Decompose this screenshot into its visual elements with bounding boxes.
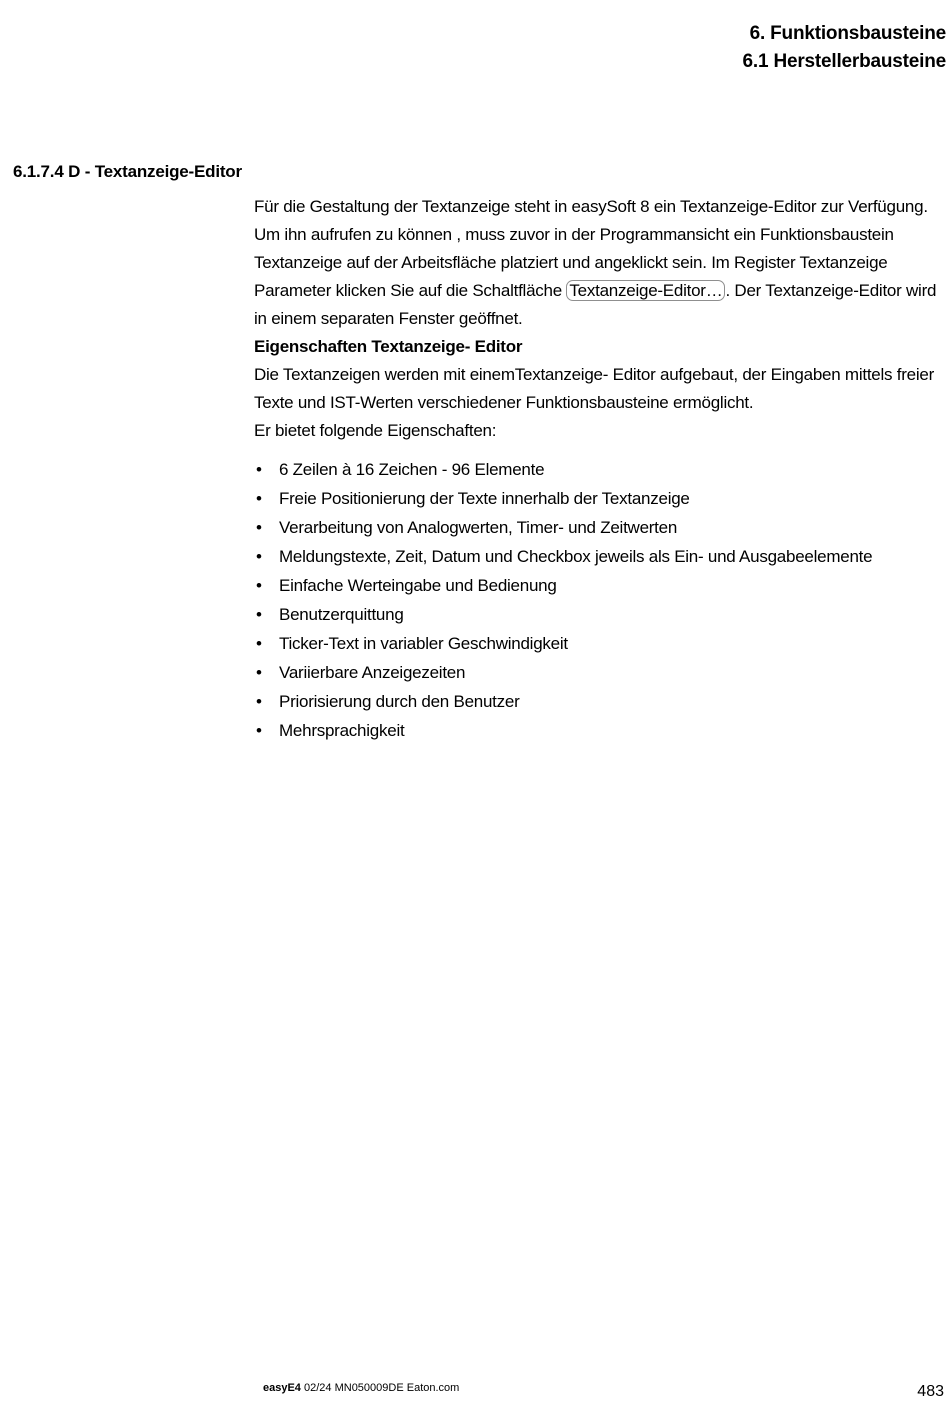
intro-text-after: . Der Textanzeige-Editor wird in einem separaten Fenster geöffnet. (254, 281, 937, 328)
list-item: • Mehrsprachigkeit (254, 716, 942, 745)
bullet-icon: • (256, 518, 262, 537)
page-number: 483 (917, 1383, 944, 1400)
bullet-icon: • (256, 605, 262, 624)
intro-text-before: Für die Gestaltung der Textanzeige steht in easySoft 8 ein Textanzeige-Editor zur Verfügung. Um ihn aufrufen zu können , muss zuvor in der Programmansicht ein Funktionsbaustein Textanzeige auf der Arbeitsfläche platziert und angeklickt sein. Im Register Textanzeige Parameter klicken Sie auf die Schaltfläche (254, 197, 928, 300)
list-item: • Einfache Werteingabe und Bedienung (254, 571, 942, 600)
list-item: • Priorisierung durch den Benutzer (254, 687, 942, 716)
bullet-icon: • (256, 692, 262, 711)
list-item: • 6 Zeilen à 16 Zeichen - 96 Elemente (254, 455, 942, 484)
properties-lead: Er bietet folgende Eigenschaften: (254, 421, 497, 440)
bullet-icon: • (256, 634, 262, 653)
footer-info: 02/24 MN050009DE Eaton.com (304, 1382, 460, 1394)
section-title: 6.1 Herstellerbausteine (742, 51, 946, 72)
bullet-icon: • (256, 721, 262, 740)
properties-description: Die Textanzeigen werden mit einemTextanzeige- Editor aufgebaut, der Eingaben mittels freier Texte und IST-Werten verschiedener Funktionsbausteine ermöglicht. (254, 365, 934, 412)
list-item: • Verarbeitung von Analogwerten, Timer- und Zeitwerten (254, 513, 942, 542)
chapter-title: 6. Funktionsbausteine (749, 23, 946, 44)
bullet-icon: • (256, 663, 262, 682)
bullet-icon: • (256, 489, 262, 508)
properties-heading: Eigenschaften Textanzeige- Editor (254, 337, 523, 356)
list-item: • Freie Positionierung der Texte innerhalb der Textanzeige (254, 484, 942, 513)
list-item: • Benutzerquittung (254, 600, 942, 629)
list-item: • Ticker-Text in variabler Geschwindigkeit (254, 629, 942, 658)
bullet-icon: • (256, 460, 262, 479)
bullet-icon: • (256, 576, 262, 595)
intro-paragraph (254, 193, 942, 333)
textanzeige-editor-button-reference: Textanzeige-Editor… (566, 280, 725, 301)
list-item: • Meldungstexte, Zeit, Datum und Checkbox jeweils als Ein- und Ausgabeelemente (254, 542, 942, 571)
page-footer (263, 1381, 459, 1395)
bullet-icon: • (256, 547, 262, 566)
page-header (743, 20, 946, 76)
footer-brand: easyE4 (263, 1382, 301, 1394)
section-heading: 6.1.7.4 D - Textanzeige-Editor (13, 162, 242, 181)
list-item: • Variierbare Anzeigezeiten (254, 658, 942, 687)
properties-list (254, 455, 942, 745)
main-content (254, 193, 942, 745)
